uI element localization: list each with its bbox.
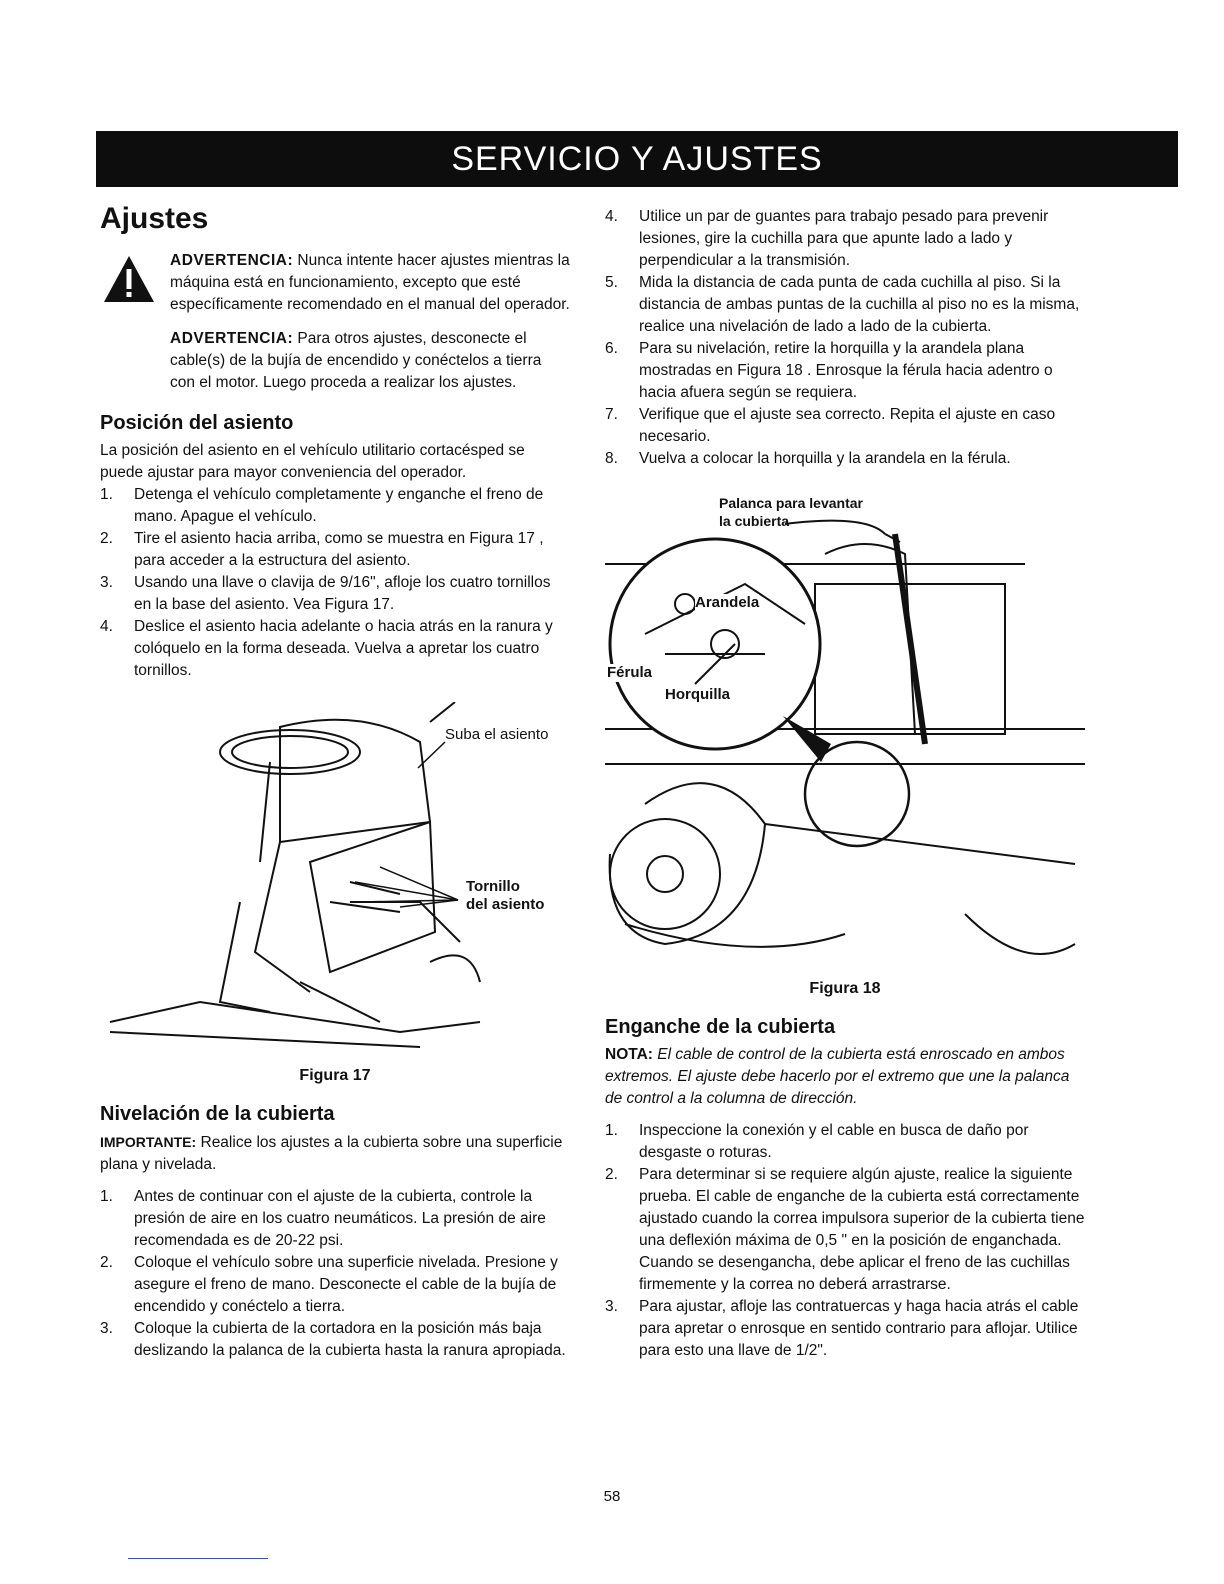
fig17-caption: Figura 17 (299, 1067, 371, 1084)
warning-1-label: ADVERTENCIA: (170, 252, 294, 269)
fig18-ferrule-label: Férula (607, 664, 653, 681)
fig18-lever-label: Palanca para levantar la cubierta (719, 495, 863, 529)
warning-1 (100, 250, 570, 316)
warning-1-text: Nunca intente hacer ajustes mientras la máquina está en funcionamiento, excepto que esté específicamente recomendado en el manual del operador. (170, 252, 570, 313)
list-item: 3. Coloque la cubierta de la cortadora en la posición más baja deslizando la palanca de la cubierta hasta la ranura apropiada. (100, 1320, 566, 1359)
page-number: 58 (603, 1488, 621, 1505)
list-item: 1. Inspeccione la conexión y el cable en busca de daño por desgaste o roturas. (605, 1122, 1029, 1161)
figure-17 (100, 702, 570, 1057)
list-item: 8. Vuelva a colocar la horquilla y la arandela en la férula. (605, 450, 1011, 467)
list-item: 6. Para su nivelación, retire la horquilla y la arandela plana mostradas en Figura 18 . Enrosque la férula hacia adentro o hacia afuera según se requiera. (605, 340, 1053, 401)
list-item: 1. Detenga el vehículo completamente y enganche el freno de mano. Apague el vehículo. (100, 486, 544, 525)
fig17-screw-label: Tornillo del asiento (466, 878, 545, 913)
right-column (605, 206, 1085, 1362)
warning-triangle-icon (102, 254, 156, 304)
level-steps-continued (605, 206, 1085, 470)
page-title: Ajustes (100, 202, 209, 235)
seat-intro: La posición del asiento en el vehículo utilitario cortacésped se puede ajustar para mayor conveniencia del operador. (100, 442, 525, 481)
fig18-caption: Figura 18 (809, 980, 881, 997)
list-item: 4. Deslice el asiento hacia adelante o hacia atrás en la ranura y colóquelo en la forma deseada. Vuelva a apretar los cuatro tornillos. (100, 618, 553, 679)
left-column (100, 200, 570, 1362)
level-important: IMPORTANTE: Realice los ajustes a la cubierta sobre una superficie plana y nivelada. (100, 1134, 563, 1173)
list-item: 2. Para determinar si se requiere algún ajuste, realice la siguiente prueba. El cable de enganche de la cubierta está correctamente ajustado cuando la correa impulsora superior de la cubierta tiene una deflexión máxima de 0,5 " en la posición de enganchada. Cuando se desengancha, debe aplicar el freno de las cuchillas firmemente y la correa no deberá arrastrarse. (605, 1166, 1085, 1293)
fig17-raise-seat-label: Suba el asiento (445, 726, 549, 743)
deck-lift-illustration (605, 494, 1085, 972)
footer-divider (128, 1558, 268, 1559)
list-item: 2. Tire el asiento hacia arriba, como se muestra en Figura 17 , para acceder a la estructura del asiento. (100, 530, 544, 569)
seat-steps (100, 484, 570, 682)
hitch-steps (605, 1120, 1085, 1362)
list-item: 2. Coloque el vehículo sobre una superficie nivelada. Presione y asegure el freno de mano. Desconecte el cable de la bujía de encendido y conéctelo a tierra. (100, 1254, 558, 1315)
list-item: 5. Mida la distancia de cada punta de cada cuchilla al piso. Si la distancia de ambas puntas de la cuchilla al piso no es la misma, realice una nivelación de lado a lado de la cubierta. (605, 274, 1080, 335)
warning-2 (100, 328, 570, 394)
figure-18 (605, 494, 1085, 972)
seat-heading: Posición del asiento (100, 412, 294, 434)
warning-2-text: Para otros ajustes, desconecte el cable(s) de la bujía de encendido y conéctelos a tierra con el motor. Luego proceda a realizar los ajustes. (170, 330, 542, 391)
page-banner: SERVICIO Y AJUSTES (96, 131, 1178, 187)
level-heading: Nivelación de la cubierta (100, 1103, 335, 1125)
list-item: 4. Utilice un par de guantes para trabajo pesado para prevenir lesiones, gire la cuchilla para que apunte lado a lado y perpendicular a la transmisión. (605, 208, 1049, 269)
hitch-heading: Enganche de la cubierta (605, 1016, 836, 1038)
warning-2-label: ADVERTENCIA: (170, 330, 294, 347)
list-item: 1. Antes de continuar con el ajuste de la cubierta, controle la presión de aire en los cuatro neumáticos. La presión de aire recomendada es de 20-22 psi. (100, 1188, 546, 1249)
hitch-note: NOTA: El cable de control de la cubierta está enroscado en ambos extremos. El ajuste debe hacerlo por el extremo que une la palanca de control a la columna de dirección. (605, 1046, 1070, 1107)
fig18-washer-label: Arandela (695, 594, 760, 611)
level-steps (100, 1186, 570, 1362)
list-item: 7. Verifique que el ajuste sea correcto. Repita el ajuste en caso necesario. (605, 406, 1056, 445)
list-item: 3. Para ajustar, afloje las contratuercas y haga hacia atrás el cable para apretar o enrosque en sentido contrario para aflojar. Utilice para esto una llave de 1/2". (605, 1298, 1079, 1359)
list-item: 3. Usando una llave o clavija de 9/16", afloje los cuatro tornillos en la base del asiento. Vea Figura 17. (100, 574, 551, 613)
fig18-clevis-label: Horquilla (665, 686, 731, 703)
